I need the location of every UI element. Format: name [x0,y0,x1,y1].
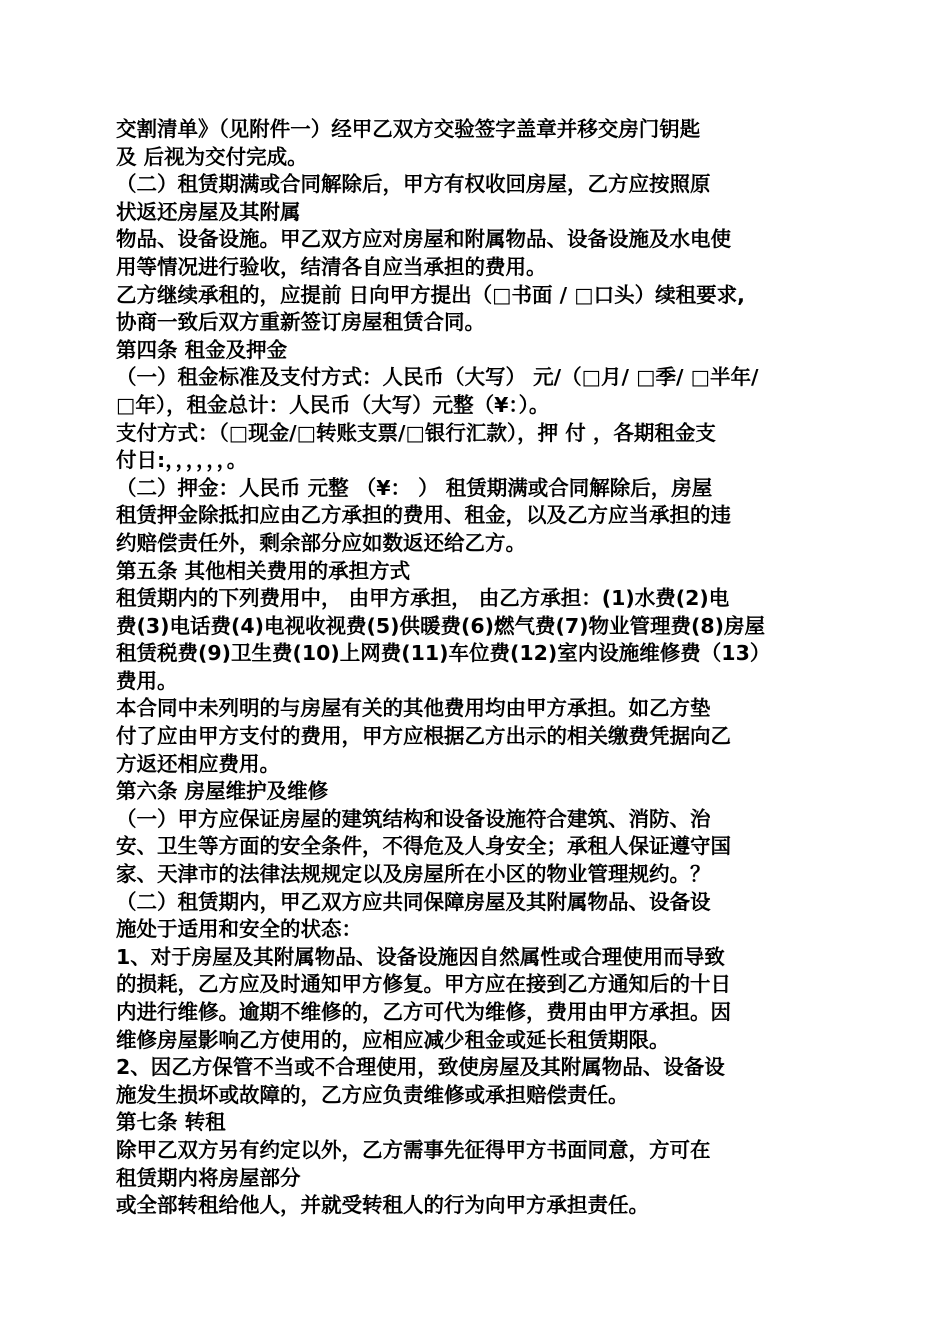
text-line: 施发生损坏或故障的，乙方应负责维修或承担赔偿责任。 [116,1082,629,1107]
text-line: 施处于适用和安全的状态： [116,917,362,942]
text-line: 物品、设备设施。甲乙双方应对房屋和附属物品、设备设施及水电使 [116,227,731,252]
text-line: 2、因乙方保管不当或不合理使用，致使房屋及其附属物品、设备设 [116,1055,725,1080]
text-line: （二）租赁期内，甲乙双方应共同保障房屋及其附属物品、设备设 [116,889,711,914]
text-line: 交割清单》（见附件一）经甲乙双方交验签字盖章并移交房门钥匙 [116,117,701,141]
text-line: 第六条 房屋维护及维修 [116,779,329,804]
text-line: 第四条 租金及押金 [116,337,288,362]
text-line: （一）租金标准及支付方式：人民币（大写） 元/（□月/ □季/ □半年/ [116,365,759,390]
text-line: 安、卫生等方面的安全条件，不得危及人身安全；承租人保证遵守国 [116,834,731,859]
text-line: 租赁期内的下列费用中， 由甲方承担， 由乙方承担：(1)水费(2)电 [116,586,730,611]
document-body [116,116,838,1220]
text-line: 乙方继续承租的，应提前 日向甲方提出（□书面 / □口头）续租要求, [116,282,745,307]
text-line: 或全部转租给他人，并就受转租人的行为向甲方承担责任。 [116,1193,649,1218]
text-line: 方返还相应费用。 [116,751,280,776]
text-line: 支付方式：（□现金/□转账支票/□银行汇款），押 付 ，各期租金支 [116,420,716,445]
text-line: （二）租赁期满或合同解除后，甲方有权收回房屋，乙方应按照原 [116,172,711,197]
text-line: 第五条 其他相关费用的承担方式 [116,558,411,583]
text-line: （二）押金：人民币 元整 （¥： ） 租赁期满或合同解除后，房屋 [116,475,713,500]
text-line: 租赁税费(9)卫生费(10)上网费(11)车位费(12)室内设施维修费（13） [116,641,771,666]
text-line: 内进行维修。逾期不维修的，乙方可代为维修，费用由甲方承担。因 [116,1000,731,1024]
text-line: 租赁押金除抵扣应由乙方承担的费用、租金，以及乙方应当承担的违 [116,503,731,528]
text-line: 第七条 转租 [116,1110,226,1135]
text-line: 付日:，，，，，，。 [116,448,248,473]
text-line: 用等情况进行验收，结清各自应当承担的费用。 [116,254,547,279]
text-line: 的损耗，乙方应及时通知甲方修复。甲方应在接到乙方通知后的十日 [116,972,731,997]
text-line: 1、对于房屋及其附属物品、设备设施因自然属性或合理使用而导致 [116,944,725,969]
text-line: （一）甲方应保证房屋的建筑结构和设备设施符合建筑、消防、治 [116,806,711,831]
text-line: 维修房屋影响乙方使用的，应相应减少租金或延长租赁期限。 [116,1027,670,1052]
text-line: 协商一致后双方重新签订房屋租赁合同。 [116,310,485,335]
text-line: 付了应由甲方支付的费用，甲方应根据乙方出示的相关缴费凭据向乙 [116,724,731,749]
text-line: 费(3)电话费(4)电视收视费(5)供暖费(6)燃气费(7)物业管理费(8)房屋 [116,613,766,638]
text-line: 除甲乙双方另有约定以外，乙方需事先征得甲方书面同意，方可在 [116,1137,711,1162]
text-line: 状返还房屋及其附属 [116,199,301,224]
text-line: 家、天津市的法律法规规定以及房屋所在小区的物业管理规约。？ [116,862,711,887]
text-line: 租赁期内将房屋部分 [116,1165,301,1190]
text-line: 及 后视为交付完成。 [116,144,308,169]
text-line: 本合同中未列明的与房屋有关的其他费用均由甲方承担。如乙方垫 [116,696,711,721]
text-line: 约赔偿责任外，剩余部分应如数返还给乙方。 [116,530,526,555]
text-line: 费用。 [116,668,178,693]
text-line: □年），租金总计：人民币（大写）元整（¥：）。 [116,392,550,417]
